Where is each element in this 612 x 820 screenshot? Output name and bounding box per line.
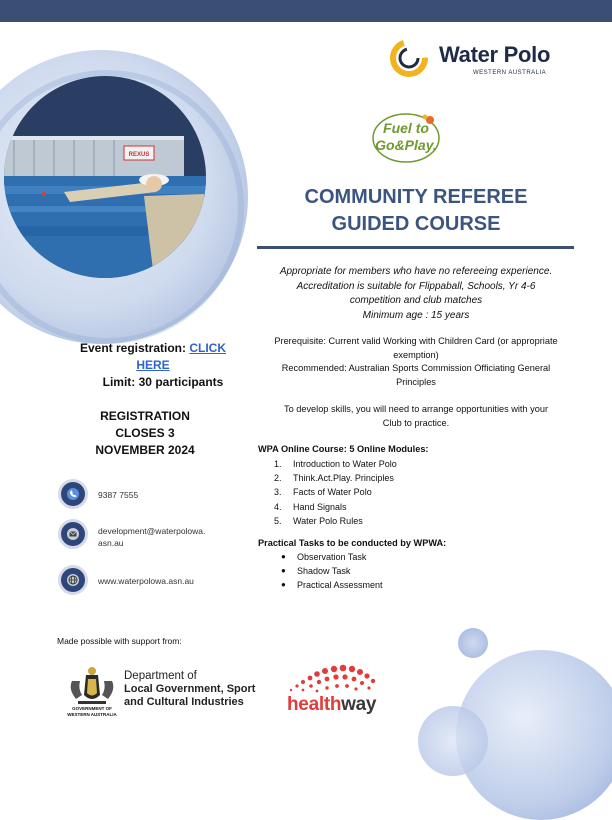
- module-num: 2.: [274, 473, 282, 483]
- support-label: Made possible with support from:: [57, 636, 182, 646]
- bullet-icon: ●: [281, 566, 286, 575]
- contact-email[interactable]: [98, 525, 205, 549]
- practical-task: Observation Task: [297, 552, 367, 562]
- photo-sign-text: REXUS: [128, 152, 150, 158]
- fuel-to-go-play-logo: [370, 112, 442, 164]
- water-polo-logo-name: Water Polo: [439, 42, 551, 67]
- recommended-line1: Recommended: Australian Sports Commission Officiating General: [281, 363, 551, 373]
- intro-line3: competition and club matches: [349, 295, 483, 306]
- registration-close-block: [48, 408, 242, 459]
- participant-limit: Limit: 30 participants: [102, 375, 224, 389]
- water-polo-logo-sub: WESTERN AUSTRALIA: [473, 70, 547, 76]
- top-banner-bar: [0, 0, 612, 22]
- bullet-icon: ●: [281, 552, 286, 561]
- fuel-logo-line2: Go&Play.: [375, 137, 437, 153]
- module-num: 5.: [274, 516, 282, 526]
- decor-circle-small-top: [458, 628, 488, 658]
- dlgsc-line2: Local Government, Sport: [124, 683, 256, 695]
- gov-caption-line1: GOVERNMENT OF: [72, 706, 112, 711]
- intro-line2: Accreditation is suitable for Flippaball, Schools, Yr 4-6: [296, 280, 536, 292]
- module-num: 1.: [274, 459, 282, 469]
- water-polo-ring-icon: [389, 38, 429, 78]
- web-icon: [61, 568, 85, 592]
- course-title-line2: GUIDED COURSE: [331, 213, 501, 235]
- bullet-icon: ●: [281, 580, 286, 589]
- intro-block: [258, 265, 574, 323]
- practice-line2: Club to practice.: [382, 417, 450, 428]
- module-num: 3.: [274, 487, 282, 497]
- contact-website[interactable]: www.waterpolowa.asn.au: [98, 576, 194, 586]
- event-registration-line: [48, 340, 258, 357]
- email-icon: [61, 522, 85, 546]
- prerequisite-block: [258, 335, 574, 389]
- dlgsc-line1: Department of: [124, 670, 197, 682]
- contact-email-line2: asn.au: [98, 538, 124, 548]
- fuel-logo-line1: Fuel to: [383, 120, 429, 136]
- recommended-line2: Principles: [396, 376, 436, 387]
- gov-caption-line2: WESTERN AUSTRALIA: [67, 712, 117, 717]
- practical-task: Shadow Task: [297, 566, 351, 576]
- water-polo-logo: [389, 36, 559, 84]
- healthway-word-dark: way: [341, 694, 377, 715]
- module-num: 4.: [274, 502, 282, 512]
- intro-line1: Appropriate for members who have no refereeing experience.: [279, 266, 553, 277]
- referee-photo: [4, 76, 206, 278]
- course-title-line1: COMMUNITY REFEREE: [304, 186, 528, 208]
- title-divider: [257, 246, 574, 249]
- practical-task: Practical Assessment: [297, 580, 383, 590]
- prerequisite-line2: exemption): [393, 349, 439, 360]
- healthway-wordmark: [287, 694, 376, 716]
- practice-line1: To develop skills, you will need to arrange opportunities with your: [283, 404, 549, 414]
- module-item: Water Polo Rules: [293, 516, 363, 526]
- practice-block: [258, 403, 574, 430]
- healthway-dots-icon: [283, 662, 393, 696]
- contact-phone[interactable]: 9387 7555: [98, 490, 139, 500]
- healthway-logo: [283, 662, 393, 722]
- phone-icon: [61, 482, 85, 506]
- online-course-heading: WPA Online Course: 5 Online Modules:: [258, 444, 429, 454]
- intro-line4: Minimum age : 15 years: [362, 309, 470, 321]
- registration-closes-line3: NOVEMBER 2024: [95, 443, 195, 457]
- module-item: Hand Signals: [293, 502, 347, 512]
- gov-caption: [64, 706, 120, 718]
- registration-block: [48, 340, 258, 391]
- dlgsc-line3: and Cultural Industries: [124, 696, 244, 708]
- module-item: Introduction to Water Polo: [293, 459, 397, 469]
- registration-closes-line2: CLOSES 3: [115, 426, 175, 440]
- registration-link[interactable]: CLICK: [189, 341, 227, 355]
- dlgsc-logo-text: [124, 670, 255, 709]
- referee-photo-svg: [4, 76, 206, 278]
- healthway-word-red: health: [287, 694, 342, 715]
- decor-circle-bottom-mid: [418, 706, 488, 776]
- prerequisite-line1: Prerequisite: Current valid Working with Children Card (or appropriate: [274, 336, 558, 346]
- practical-heading: Practical Tasks to be conducted by WPWA:: [258, 538, 447, 548]
- module-item: Think.Act.Play. Principles: [293, 473, 394, 483]
- event-registration-line2: [48, 357, 258, 374]
- registration-closes-line1: REGISTRATION: [100, 409, 190, 423]
- module-item: Facts of Water Polo: [293, 487, 372, 497]
- event-registration-label: Event registration:: [79, 341, 186, 355]
- contact-email-line1: development@waterpolowa.: [98, 526, 206, 536]
- registration-link-here[interactable]: HERE: [136, 358, 170, 372]
